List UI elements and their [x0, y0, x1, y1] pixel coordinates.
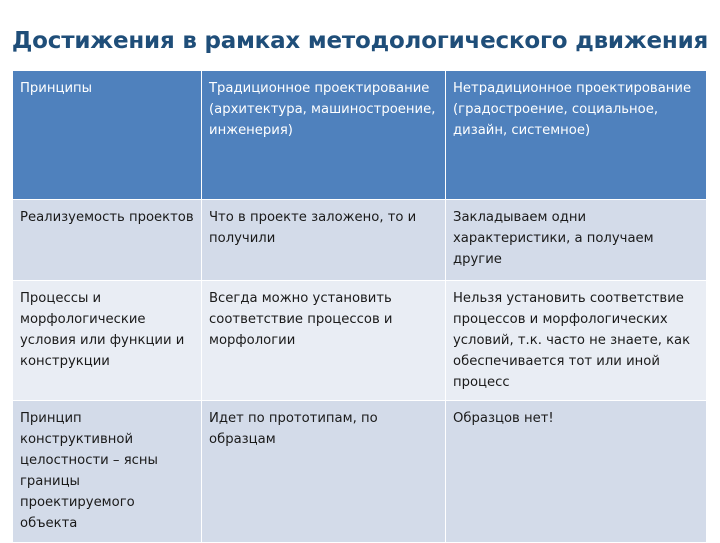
table-cell: Всегда можно установить соответствие процессов и морфологии — [202, 281, 446, 401]
header-cell: Нетрадиционное проектирование (градостроение, социальное, дизайн, системное) — [446, 71, 707, 200]
comparison-table — [12, 70, 707, 543]
table-row — [13, 281, 707, 401]
table-cell: Образцов нет! — [446, 401, 707, 543]
table-cell: Идет по прототипам, по образцам — [202, 401, 446, 543]
table-cell: Нельзя установить соответствие процессов и морфологических условий, т.к. часто не знаете, как обеспечивается тот или иной процесс — [446, 281, 707, 401]
table-header-row — [13, 71, 707, 200]
slide-title: Достижения в рамках методологического движения — [11, 28, 709, 54]
header-cell: Принципы — [13, 71, 202, 200]
header-cell: Традиционное проектирование (архитектура, машиностроение, инженерия) — [202, 71, 446, 200]
table-cell: Закладываем одни характеристики, а получаем другие — [446, 200, 707, 281]
table-cell: Реализуемость проектов — [13, 200, 202, 281]
table-cell: Процессы и морфологические условия или функции и конструкции — [13, 281, 202, 401]
table-cell: Принцип конструктивной целостности – ясны границы проектируемого объекта — [13, 401, 202, 543]
table-row — [13, 401, 707, 543]
table-cell: Что в проекте заложено, то и получили — [202, 200, 446, 281]
table-row — [13, 200, 707, 281]
